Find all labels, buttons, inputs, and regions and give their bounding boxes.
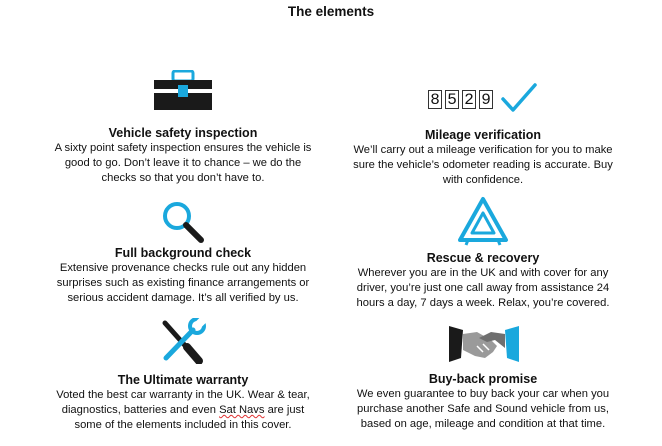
feature-title: Rescue & recovery bbox=[426, 251, 540, 265]
tools-icon bbox=[157, 318, 207, 364]
warning-triangle-icon bbox=[457, 196, 509, 246]
odometer-digit: 9 bbox=[479, 90, 493, 109]
checkmark-icon bbox=[500, 82, 538, 114]
feature-description: Extensive provenance checks rule out any hidden surprises such as existing finance arrangements or serious accident damage. It’s all verified by us. bbox=[56, 262, 310, 304]
feature-title: Vehicle safety inspection bbox=[108, 126, 258, 140]
feature-description: Wherever you are in the UK and with cover for any driver, you’re just one call away from assistance 24 hours a day, 7 days a week. Relax, you’re covered. bbox=[356, 267, 610, 309]
feature-buyback bbox=[330, 372, 636, 432]
feature-description: A sixty point safety inspection ensures the vehicle is good to go. Don’t leave it to chance – we do the checks so that you don’t have to. bbox=[54, 142, 312, 184]
feature-background-check bbox=[30, 246, 336, 306]
feature-title: Full background check bbox=[114, 246, 252, 260]
odometer-digit: 5 bbox=[445, 90, 459, 109]
toolbox-icon bbox=[152, 70, 214, 112]
feature-safety bbox=[30, 126, 336, 186]
feature-mileage bbox=[330, 128, 636, 188]
odometer-check-icon bbox=[428, 82, 540, 116]
feature-description: Voted the best car warranty in the UK. Wear & tear, diagnostics, batteries and even Sat Navs are just some of the elements included in this cover. bbox=[56, 389, 310, 431]
odometer-digit: 2 bbox=[462, 90, 476, 109]
feature-warranty bbox=[30, 373, 336, 433]
odometer-digit: 8 bbox=[428, 90, 442, 109]
magnifier-icon bbox=[160, 200, 206, 244]
page-title: The elements bbox=[287, 4, 375, 19]
feature-title: The Ultimate warranty bbox=[117, 373, 249, 387]
feature-description: We’ll carry out a mileage verification for you to make sure the vehicle’s odometer reading is accurate. Buy with confidence. bbox=[353, 144, 613, 186]
feature-rescue bbox=[330, 251, 636, 311]
feature-description: We even guarantee to buy back your car when you purchase another Safe and Sound vehicle from us, based on age, mileage and condition at that time. bbox=[356, 388, 610, 430]
feature-title: Buy-back promise bbox=[428, 372, 538, 386]
handshake-icon bbox=[447, 322, 521, 366]
feature-title: Mileage verification bbox=[424, 128, 541, 142]
spellcheck-flagged-text: Sat Navs bbox=[219, 404, 265, 416]
odometer-display bbox=[428, 90, 496, 109]
